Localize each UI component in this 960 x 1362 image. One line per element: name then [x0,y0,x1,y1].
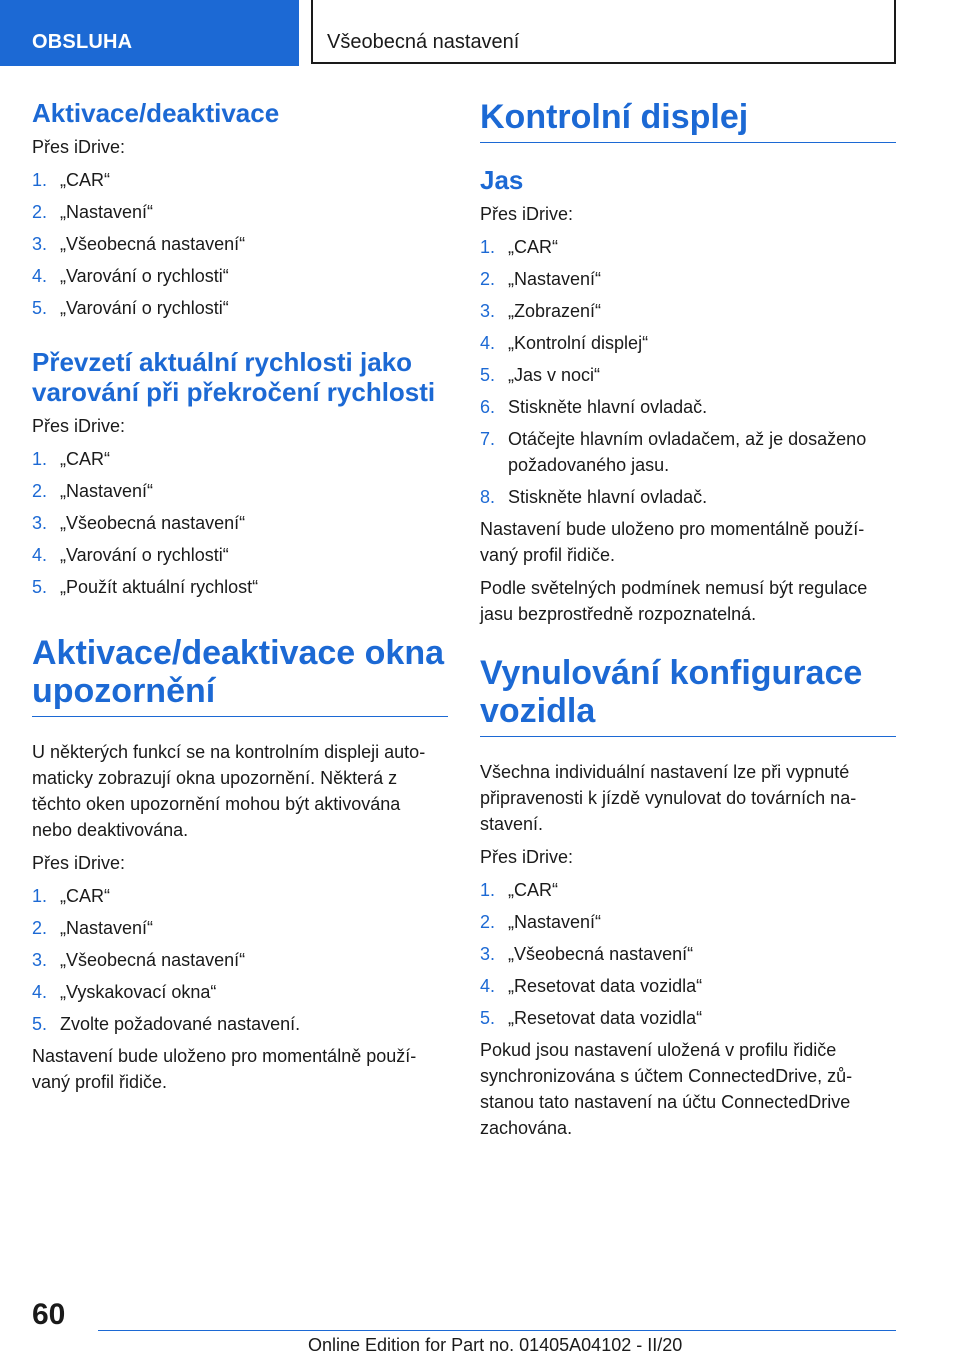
steps-list [32,167,448,321]
list-item: 4. „Varování o rychlosti“ [32,545,229,565]
steps-list [480,234,896,510]
heading-reset-configuration: Vynulování konfigurace vozidla [480,654,896,737]
list-item: 1. „CAR“ [32,449,110,469]
edition-note: Online Edition for Part no. 01405A04102 - II/20 [308,1335,683,1355]
list-item: 4. „Resetovat data vozidla“ [480,976,703,996]
chapter-title: Všeobecná nastavení [311,0,896,64]
idrive-intro: Přes iDrive: [32,416,126,436]
page-number: 60 [32,1298,66,1331]
heading-speed-takeover: Převzetí aktuální rychlosti jako varování při překročení rychlosti [32,347,436,407]
list-item: 5. „Varování o rychlosti“ [32,298,229,318]
list-item: 8. Stiskněte hlavní ovladač. [480,487,708,507]
list-item: 7. Otáčejte hlavním ovladačem, až je dosaženo požadovaného jasu. [480,429,867,475]
list-item: 2. „Nastavení“ [32,918,154,938]
list-item: 3. „Všeobecná nastavení“ [480,944,694,964]
idrive-intro: Přes iDrive: [480,847,574,867]
steps-list [32,446,448,600]
list-item: 1. „CAR“ [480,880,558,900]
list-item: 1. „CAR“ [32,170,110,190]
list-item: 2. „Nastavení“ [480,912,602,932]
list-item: 2. „Nastavení“ [480,269,602,289]
list-item: 3. „Všeobecná nastavení“ [32,234,246,254]
list-item: 2. „Nastavení“ [32,202,154,222]
list-item: 1. „CAR“ [32,886,110,906]
list-item: 1. „CAR“ [480,237,558,257]
section-tab: OBSLUHA [0,0,299,66]
right-column [480,98,896,1148]
list-item: 3. „Všeobecná nastavení“ [32,513,246,533]
paragraph: Nastavení bude uloženo pro momentálně použí- vaný profil řidiče. [32,1046,417,1092]
list-item: 5. Zvolte požadované nastavení. [32,1014,301,1034]
list-item: 3. „Všeobecná nastavení“ [32,950,246,970]
list-item: 4. „Kontrolní displej“ [480,333,649,353]
footer-divider [98,1330,896,1331]
list-item: 5. „Použít aktuální rychlost“ [32,577,259,597]
list-item: 6. Stiskněte hlavní ovladač. [480,397,708,417]
idrive-intro: Přes iDrive: [32,853,126,873]
list-item: 3. „Zobrazení“ [480,301,602,321]
idrive-intro: Přes iDrive: [480,204,574,224]
paragraph: Nastavení bude uloženo pro momentálně použí- vaný profil řidiče. [480,519,865,565]
steps-list [32,883,448,1037]
list-item: 4. „Vyskakovací okna“ [32,982,217,1002]
heading-popup-windows: Aktivace/deaktivace okna upozornění [32,634,448,717]
list-item: 5. „Jas v noci“ [480,365,601,385]
paragraph: Všechna individuální nastavení lze při vypnuté připravenosti k jízdě vynulovat do továrních na- stavení. [480,762,857,834]
heading-activation: Aktivace/deaktivace [32,98,280,128]
list-item: 4. „Varování o rychlosti“ [32,266,229,286]
heading-control-display: Kontrolní displej [480,98,896,143]
paragraph: U některých funkcí se na kontrolním displeji auto- maticky zobrazují okna upozornění. Některá z těchto oken upozornění mohou být aktivována nebo deaktivována. [32,742,426,840]
left-column [32,98,448,1102]
idrive-intro: Přes iDrive: [32,137,126,157]
paragraph: Pokud jsou nastavení uložená v profilu řidiče synchronizována s účtem ConnectedDrive, zů- stanou tato nastavení na účtu ConnectedDrive zachována. [480,1040,853,1138]
paragraph: Podle světelných podmínek nemusí být regulace jasu bezprostředně rozpoznatelná. [480,578,868,624]
page-header [0,0,960,66]
steps-list [480,877,896,1031]
heading-brightness: Jas [480,165,524,195]
list-item: 5. „Resetovat data vozidla“ [480,1008,703,1028]
list-item: 2. „Nastavení“ [32,481,154,501]
